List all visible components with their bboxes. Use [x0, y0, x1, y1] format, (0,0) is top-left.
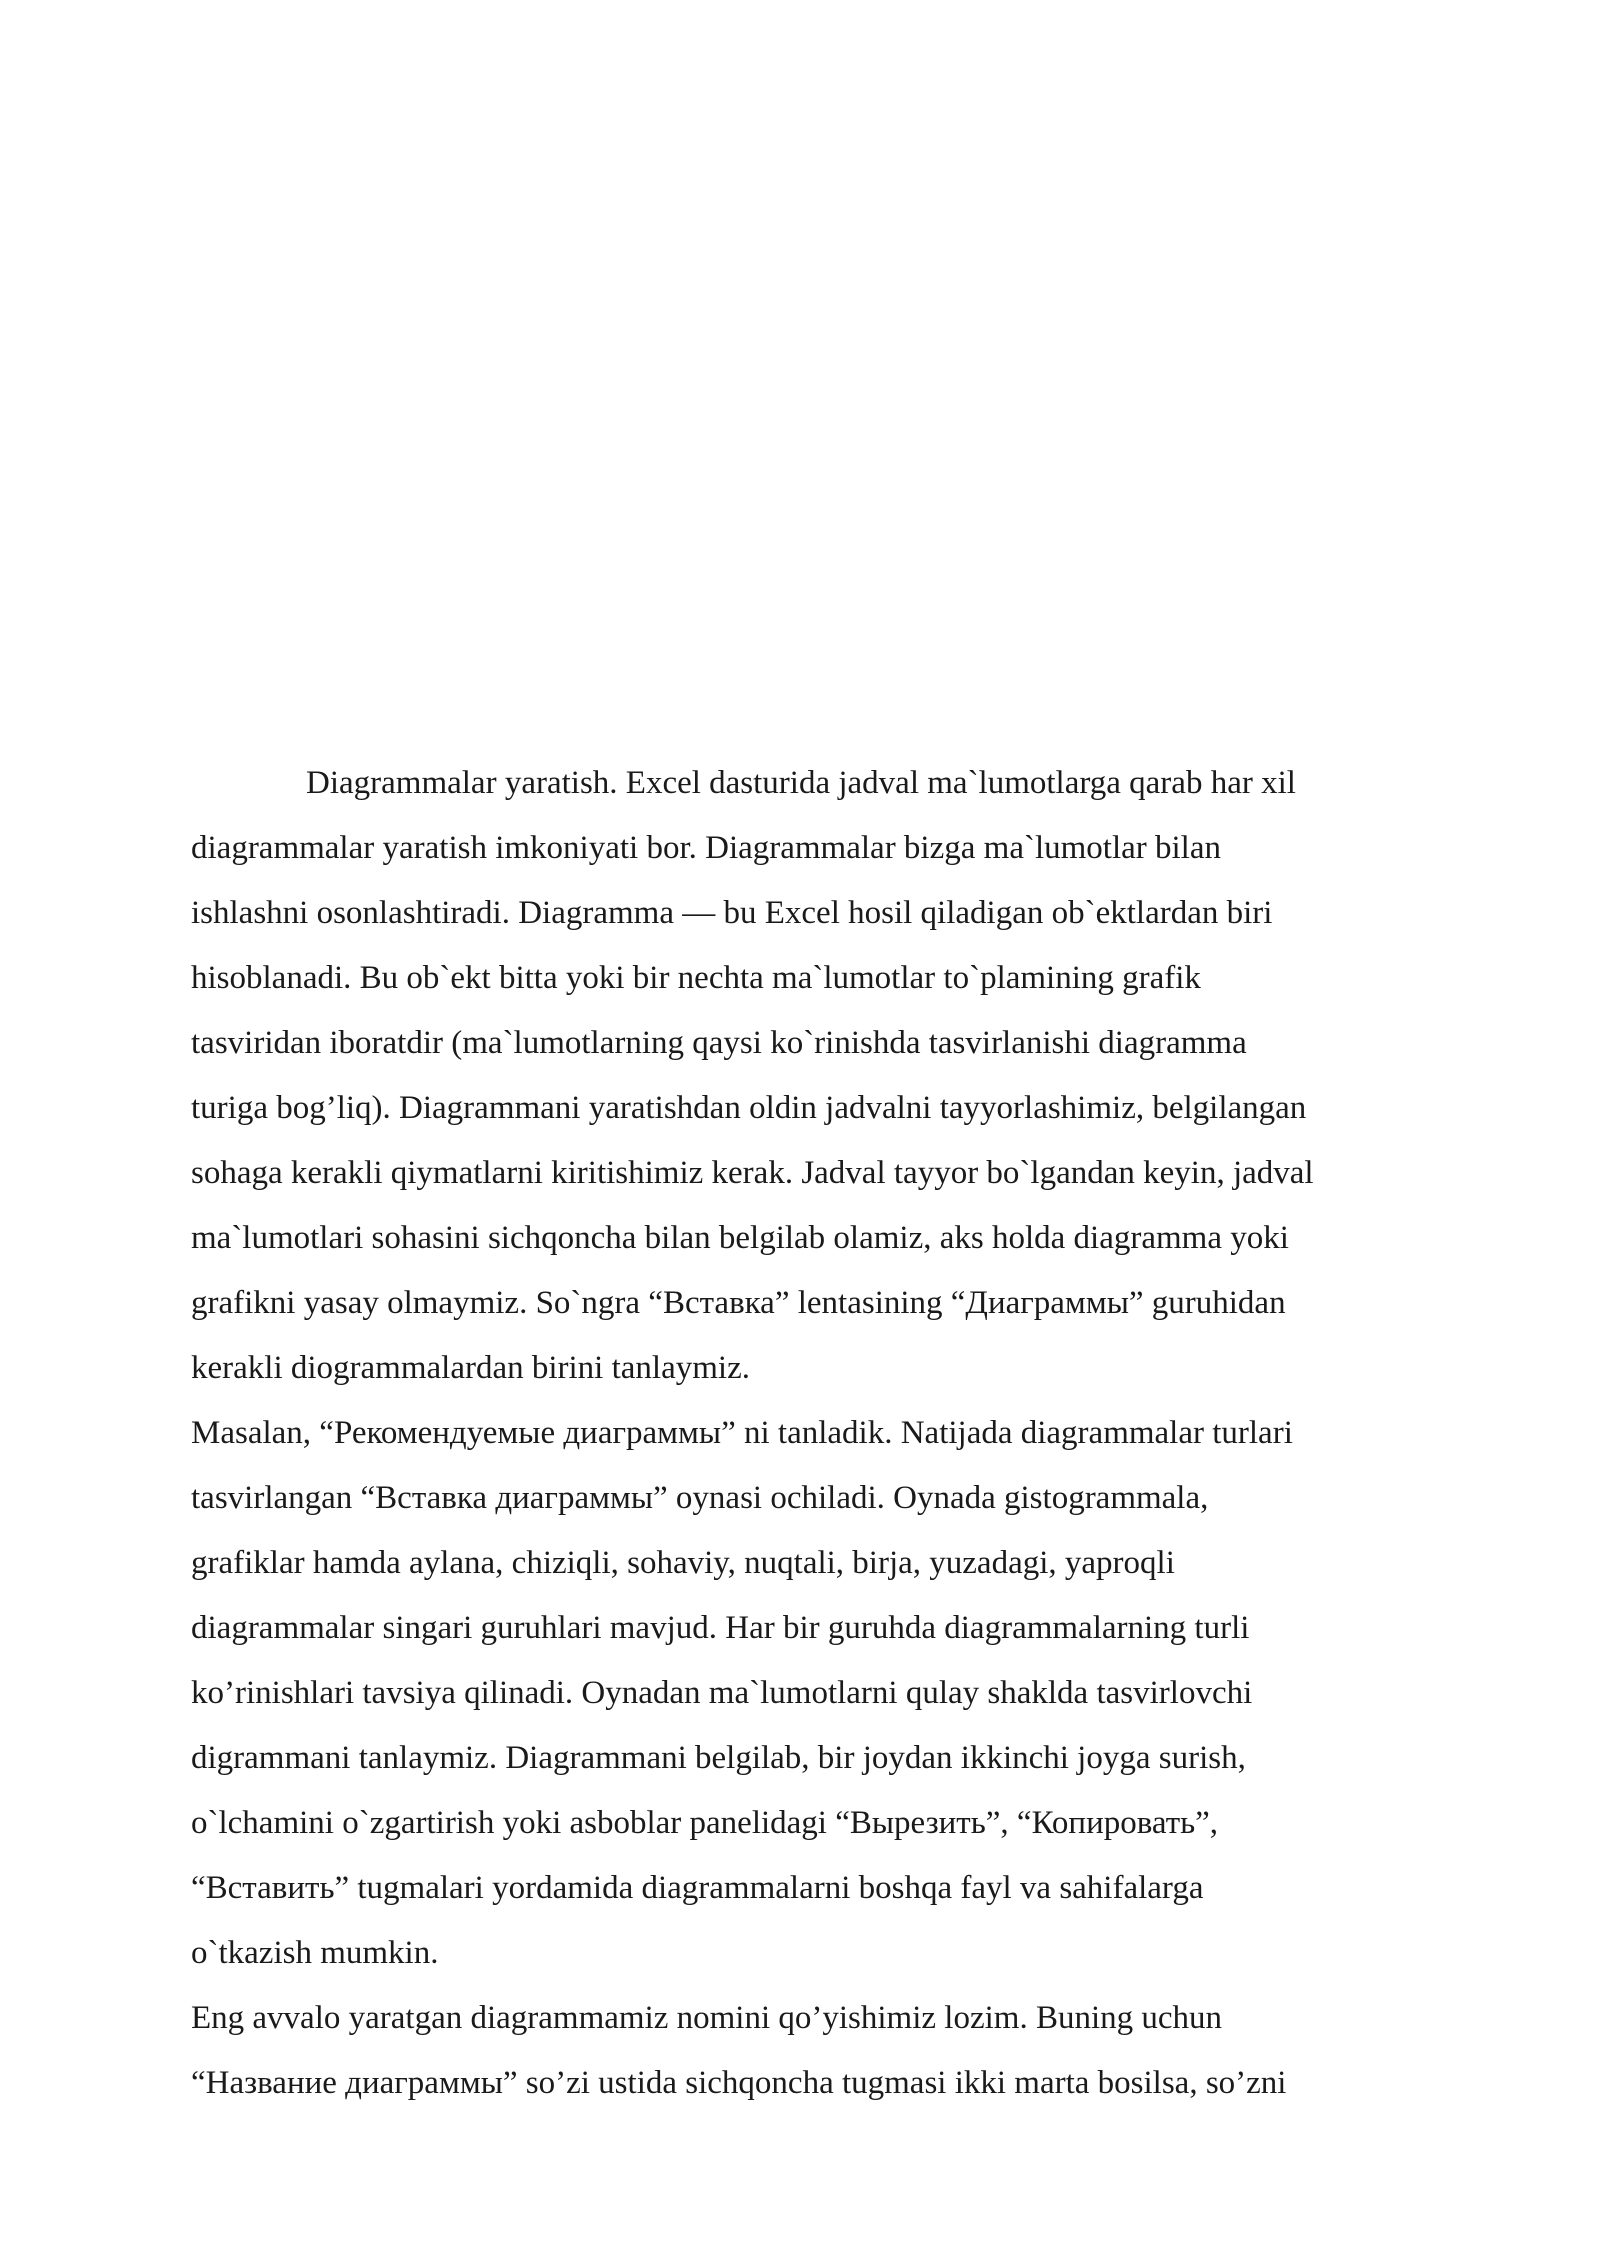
paragraph-2-line-4: diagrammalar singari guruhlari mavjud. Har bir guruhda diagrammalarning turli [191, 1610, 1250, 1646]
paragraph-1-line-3: ishlashni osonlashtiradi. Diagramma — bu Excel hosil qiladigan ob`ektlardan biri [191, 895, 1273, 931]
paragraph-2-line-2: tasvirlangan “Вставка диаграммы” oynasi ochiladi. Oynada gistogrammala, [191, 1480, 1209, 1516]
paragraph-1-line-7: sohaga kerakli qiymatlarni kiritishimiz kerak. Jadval tayyor bo`lgandan keyin, jadval [191, 1155, 1314, 1191]
paragraph-3-line-1: Eng avvalo yaratgan diagrammamiz nomini qo’yishimiz lozim. Buning uchun [191, 2000, 1223, 2036]
paragraph-2-line-9: o`tkazish mumkin. [191, 1935, 439, 1971]
paragraph-2-line-3: grafiklar hamda aylana, chiziqli, sohaviy, nuqtali, birja, yuzadagi, yaproqli [191, 1545, 1175, 1581]
paragraph-2-line-8: “Вставить” tugmalari yordamida diagrammalarni boshqa fayl va sahifalarga [191, 1870, 1204, 1906]
paragraph-1-line-9: grafikni yasay olmaymiz. So`ngra “Вставка” lentasining “Диаграммы” guruhidan [191, 1285, 1286, 1321]
paragraph-1-line-8: ma`lumotlari sohasini sichqoncha bilan belgilab olamiz, aks holda diagramma yoki [191, 1220, 1289, 1256]
paragraph-3-line-2: “Название диаграммы” so’zi ustida sichqoncha tugmasi ikki marta bosilsa, so’zni [191, 2065, 1287, 2101]
document-body [191, 751, 1491, 2116]
paragraph-1-line-4: hisoblanadi. Bu ob`ekt bitta yoki bir nechta ma`lumotlar to`plamining grafik [191, 960, 1201, 996]
paragraph-2-line-7: o`lchamini o`zgartirish yoki asboblar panelidagi “Вырезить”, “Копировать”, [191, 1805, 1219, 1841]
paragraph-1-line-2: diagrammalar yaratish imkoniyati bor. Diagrammalar bizga ma`lumotlar bilan [191, 830, 1221, 866]
paragraph-1-line-10: kerakli diogrammalardan birini tanlaymiz. [191, 1350, 750, 1386]
paragraph-1-line-6: turiga bog’liq). Diagrammani yaratishdan oldin jadvalni tayyorlashimiz, belgilangan [191, 1090, 1307, 1126]
paragraph-1-line-5: tasviridan iboratdir (ma`lumotlarning qaysi ko`rinishda tasvirlanishi diagramma [191, 1025, 1247, 1061]
paragraph-1-line-1: Diagrammalar yaratish. Excel dasturida jadval ma`lumotlarga qarab har xil [306, 765, 1296, 801]
paragraph-2-line-6: digrammani tanlaymiz. Diagrammani belgilab, bir joydan ikkinchi joyga surish, [191, 1740, 1246, 1776]
paragraph-2-line-5: ko’rinishlari tavsiya qilinadi. Oynadan ma`lumotlarni qulay shaklda tasvirlovchi [191, 1675, 1253, 1711]
paragraph-2-line-1: Masalan, “Рекомендуемые диаграммы” ni tanladik. Natijada diagrammalar turlari [191, 1415, 1293, 1451]
